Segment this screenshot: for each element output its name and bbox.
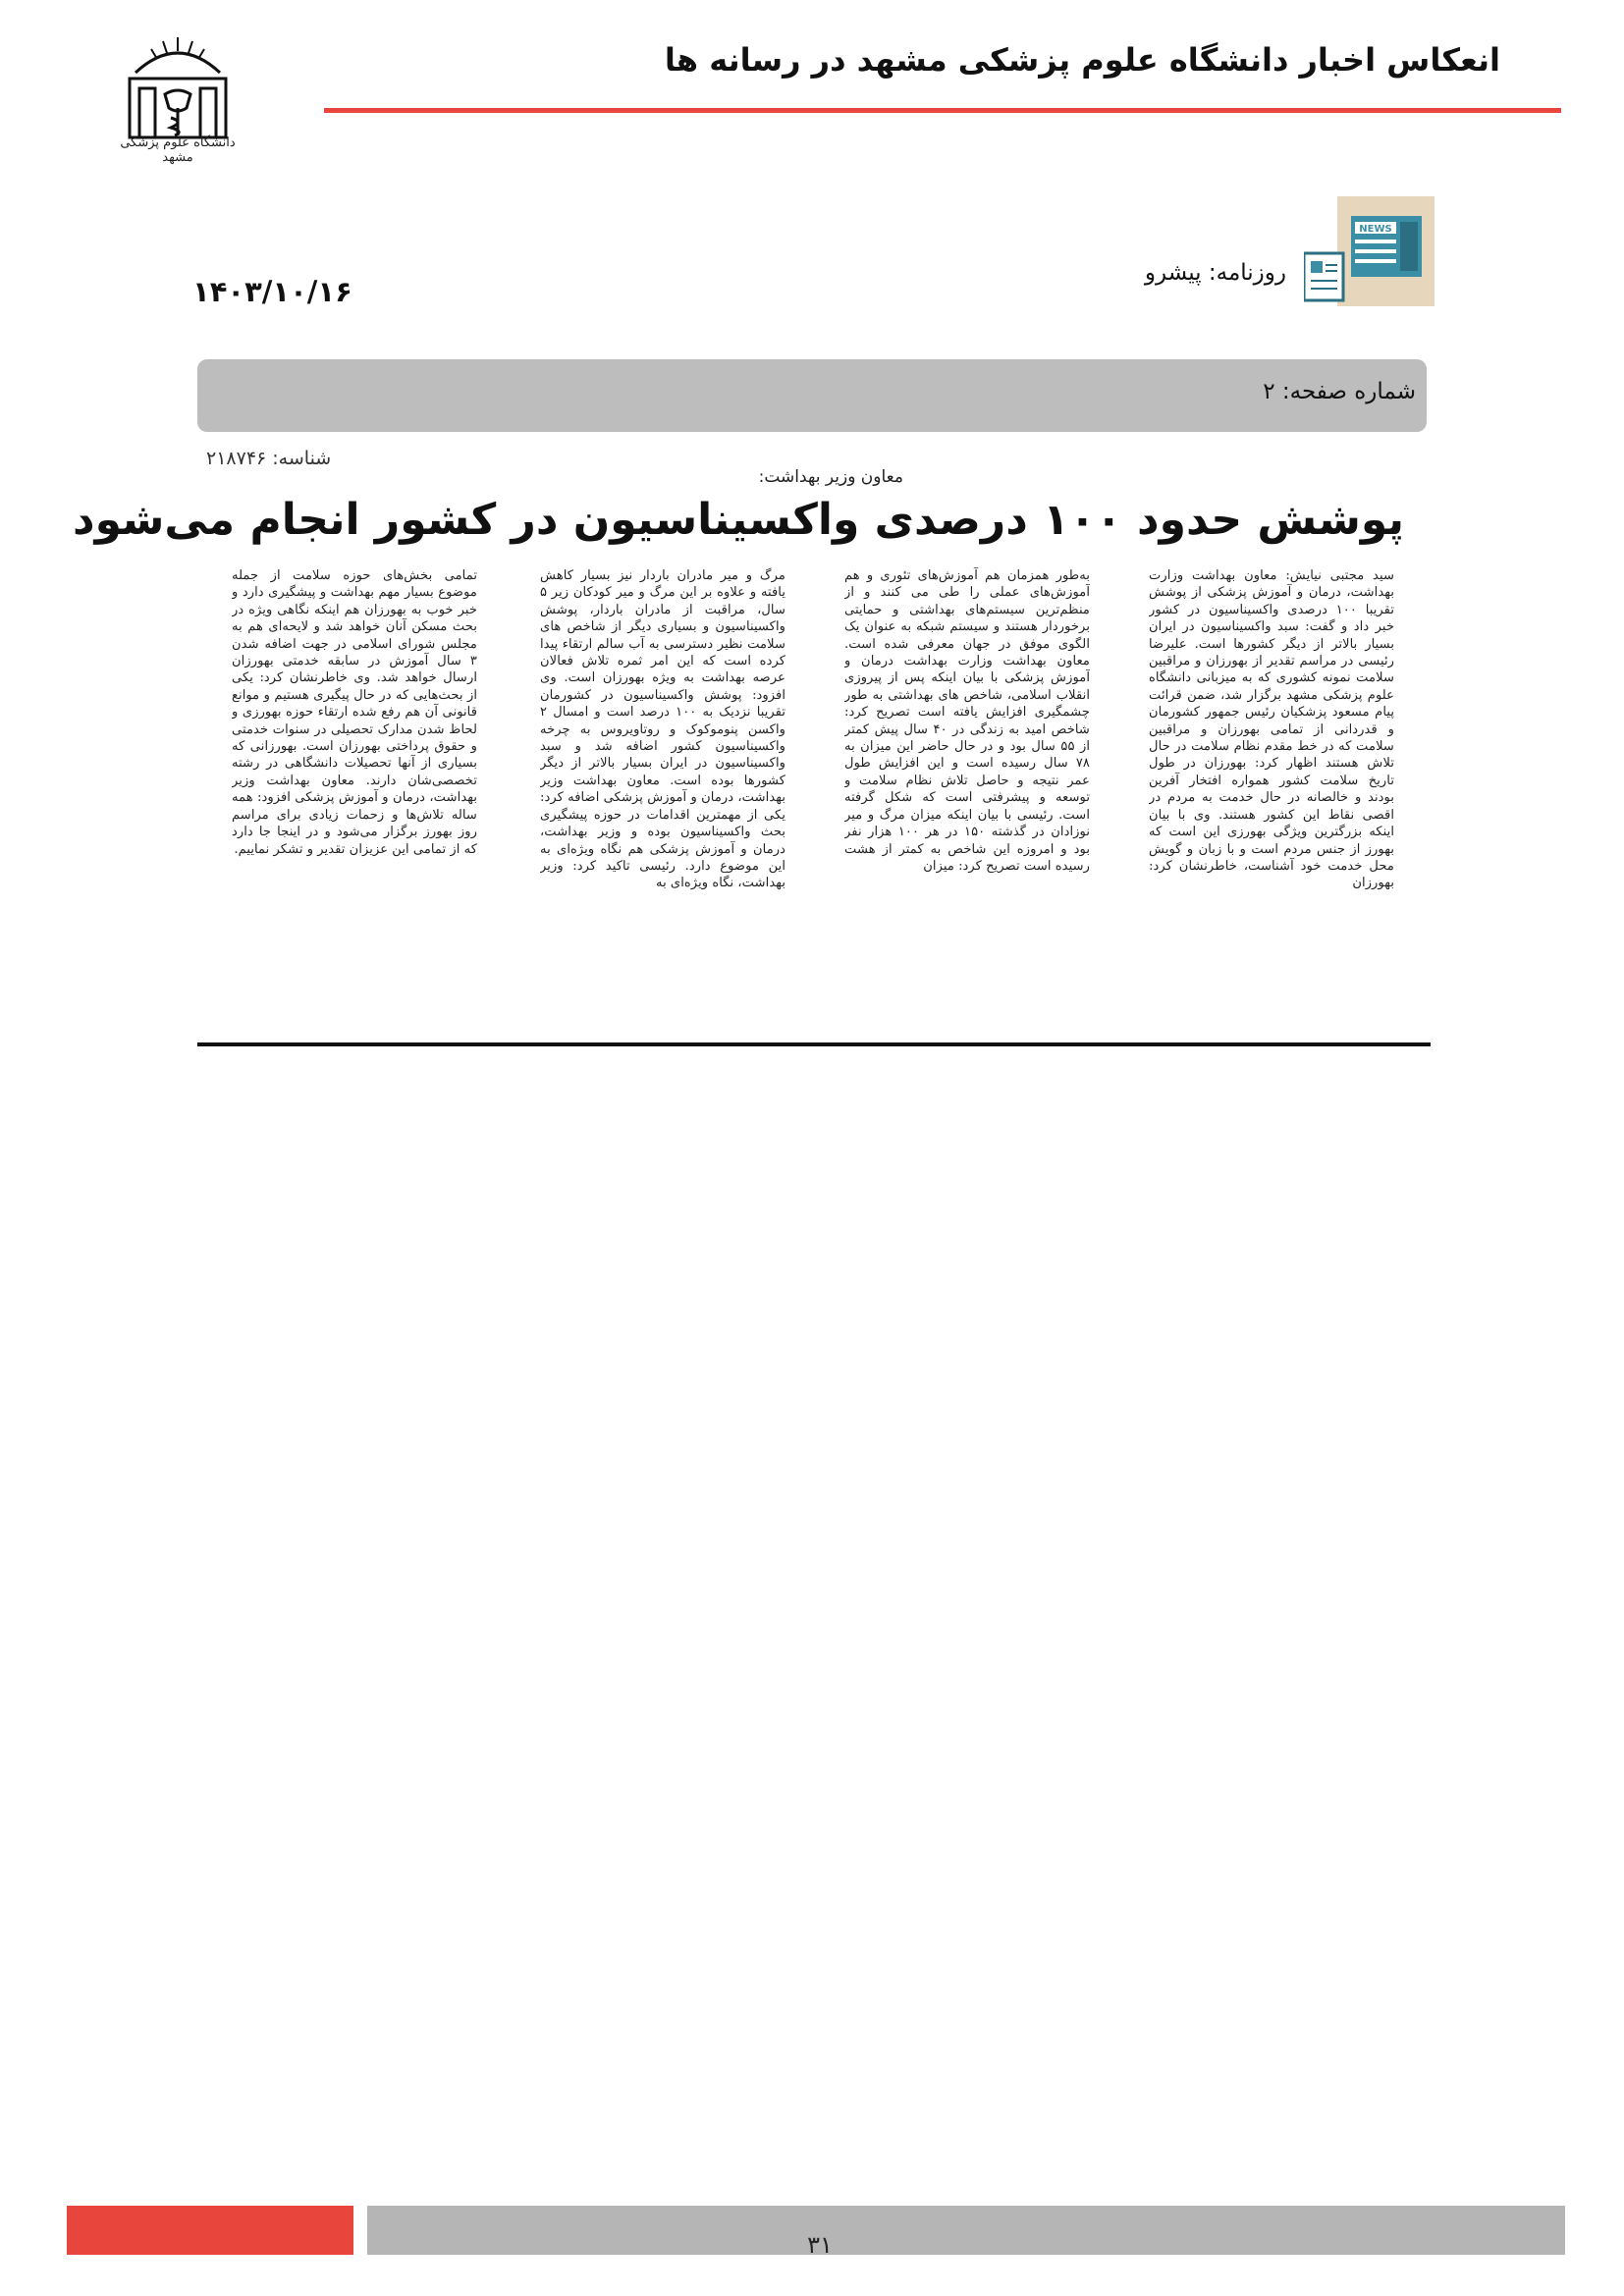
header-divider bbox=[324, 108, 1561, 113]
article-headline: پوشش حدود ۱۰۰ درصدی واکسیناسیون در کشور انجام می‌شود bbox=[72, 495, 1404, 545]
page-number-label: شماره صفحه: ۲ bbox=[1263, 379, 1416, 404]
footer-bar bbox=[367, 2206, 1565, 2255]
footer-accent-bar bbox=[67, 2206, 353, 2255]
clip-id: شناسه: ۲۱۸۷۴۶ bbox=[206, 448, 332, 469]
svg-text:NEWS: NEWS bbox=[1359, 224, 1392, 235]
article-column-3: مرگ و میر مادران باردار نیز بسیار کاهش یافته و علاوه بر این مرگ و میر کودکان زیر ۵ سال، مراقبت از مادران باردار، پوشش واکسیناسیون و بسیاری دیگر از شاخص های سلامت نظیر دسترسی به آب سالم ارتقاء پیدا کرده است که این امر ثمره تلاش فعالان عرصه بهداشت به ویژه بهورزان است. وی افزود: پوشش واکسیناسیون در کشورمان تقریبا نزدیک به ۱۰۰ درصد است و امسال ۲ واکسن پنوموکوک و روتاویروس به چرخه واکسیناسیون کشور اضافه شد و سبد واکسیناسیون در ایران بسیار بالاتر از دیگر کشورها بوده است. معاون بهداشت وزیر بهداشت، درمان و آموزش پزشکی اضافه کرد: یکی از مهمترین اقدامات در حوزه پیشگیری بحث واکسیناسیون بوده و وزیر بهداشت، درمان و آموزش پزشکی هم نگاه ویژه‌ای به این موضوع دارد. رئیسی تاکید کرد: وزیر بهداشت، نگاه ویژه‌ای به bbox=[540, 568, 785, 891]
newspaper-icon bbox=[1304, 196, 1435, 306]
footer-page-number: ۳۱ bbox=[807, 2231, 833, 2259]
article-column-1: سید مجتبی نیایش: معاون بهداشت وزارت بهداشت، درمان و آموزش پزشکی از پوشش تقریبا ۱۰۰ درصدی واکسیناسیون در کشور خبر داد و گفت: سبد واکسیناسیون در ایران بسیار بالاتر از دیگر کشورها است. علیرضا رئیسی در مراسم تقدیر از بهورزان و مراقبین سلامت نمونه کشوری که به میزبانی دانشگاه علوم پزشکی مشهد برگزار شد، ضمن قرائت پیام مسعود پزشکیان رئیس جمهور کشورمان و قدردانی از تمامی بهورزان و مراقبین سلامت که در خط مقدم نظام سلامت در حال تلاش هستند اظهار کرد: بهورزان در طول تاریخ سلامت کشور همواره افتخار آفرین بودند و خالصانه در حال خدمت به مردم در اقصی نقاط این کشور هستند. وی با بیان اینکه بزرگترین ویژگی بهورزی این است که بهورز از جنس مردم است و با زبان و گویش محل خدمت خود آشناست، خاطرنشان کرد: بهورزان bbox=[1149, 568, 1394, 891]
clip-bottom-rule bbox=[197, 1042, 1431, 1046]
article-kicker: معاون وزیر بهداشت: bbox=[758, 467, 903, 487]
article-column-4: تمامی بخش‌های حوزه سلامت از جمله موضوع بسیار مهم بهداشت و پیشگیری دارد و خبر خوب به بهورزان هم اینکه نگاهی ویژه در بحث مسکن آنان خواهد شد و لایحه‌ای هم به مجلس شورای اسلامی در جهت اضافه شدن ۳ سال آموزش در سابقه خدمتی بهورزان ارسال خواهد شد. وی خاطرنشان کرد: یکی از بحث‌هایی که در حال پیگیری هستیم و موانع قانونی آن هم رفع شده ارتقاء حوزه بهورزی و لحاظ شدن مدارک تحصیلی در سنوات خدمتی و حقوق پرداختی بهورزان است. بهورزانی که بسیاری از آنها تحصیلات دانشگاهی در رشته تخصصی‌شان دارند. معاون بهداشت وزیر بهداشت، درمان و آموزش پزشکی افزود: همه ساله تلاش‌ها و زحمات زیادی برای مراسم روز بهورز برگزار می‌شود و در اینجا جا دارد که از تمامی این عزیزان تقدیر و تشکر نماییم. bbox=[232, 568, 477, 857]
publication-date: ۱۴۰۳/۱۰/۱۶ bbox=[192, 275, 352, 308]
newspaper-name: روزنامه: پیشرو bbox=[1144, 260, 1286, 286]
article-column-2: به‌طور همزمان هم آموزش‌های تئوری و هم آموزش‌های عملی را طی می کنند و از منظم‌ترین سیستم‌های بهداشتی و حمایتی برخوردار هستند و سیستم شبکه به عنوان یک الگوی موفق در جهان معرفی شده است. معاون بهداشت وزارت بهداشت درمان و آموزش پزشکی با بیان اینکه پس از پیروزی انقلاب اسلامی، شاخص های بهداشتی به طور چشمگیری افزایش یافته است تصریح کرد: شاخص امید به زندگی در ۴۰ سال پیش کمتر از ۵۵ سال بود و در حال حاضر این میزان به ۷۸ سال رسیده است و این افزایش طول عمر نتیجه و حاصل تلاش نظام سلامت و توسعه و پیشرفتی است که شکل گرفته است. رئیسی با بیان اینکه میزان مرگ و میر نوزادان در گذشته ۱۵۰ در هر ۱۰۰ هزار نفر بود و امروزه این شاخص به کمتر از هشت رسیده است تصریح کرد: میزان bbox=[844, 568, 1090, 874]
report-title: انعکاس اخبار دانشگاه علوم پزشکی مشهد در رسانه ها bbox=[664, 41, 1500, 79]
university-logo-text: دانشگاه علوم پزشکی مشهد bbox=[120, 135, 236, 165]
page-number-bar bbox=[197, 359, 1427, 432]
